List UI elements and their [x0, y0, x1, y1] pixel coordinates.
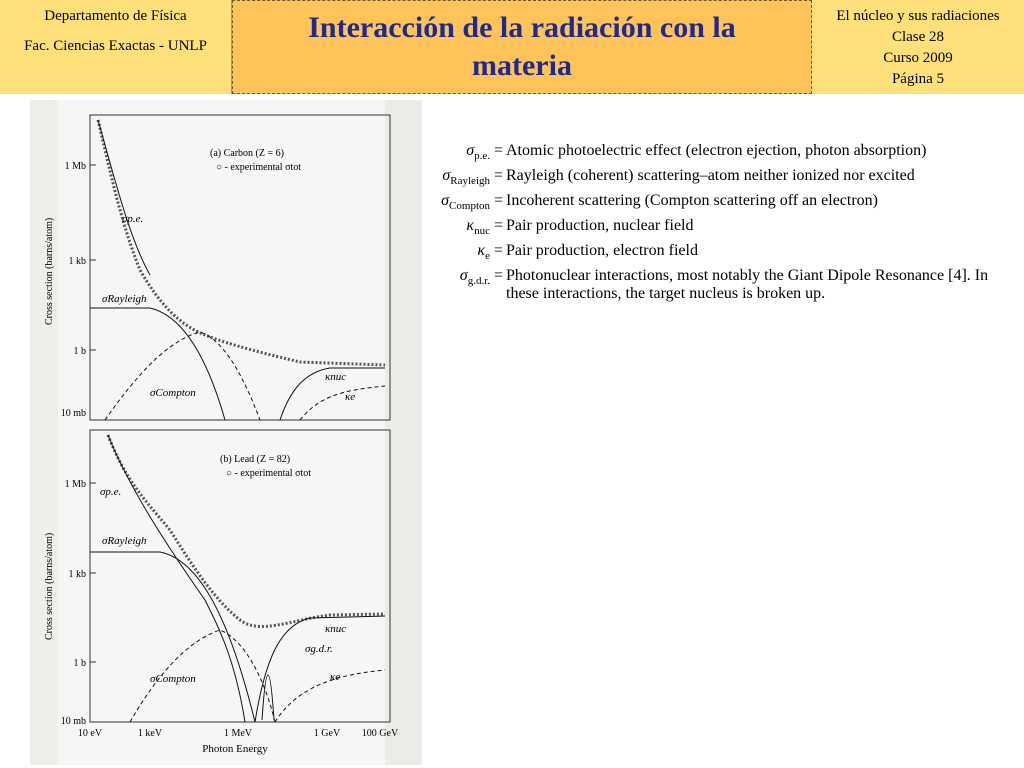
legend-row-ke	[404, 242, 1004, 267]
class-number: Clase 28	[891, 29, 945, 45]
legend-description: Rayleigh (coherent) scattering–atom neither ionized nor excited	[506, 167, 915, 184]
legend-symbol: $\sigma_{p.e.}$	[466, 142, 490, 163]
scan-margin-left	[30, 100, 58, 765]
pair-electron-curve	[300, 386, 385, 420]
label-compton: σCompton	[150, 673, 196, 685]
label-gdr: σg.d.r.	[305, 643, 333, 655]
x-tick-label: 1 MeV	[223, 728, 253, 739]
page-number: Página 5	[891, 71, 945, 87]
label-rayleigh: σRayleigh	[102, 293, 147, 305]
legend-equals: =	[494, 192, 504, 209]
panel-title: (a) Carbon (Z = 6)	[210, 148, 284, 159]
legend-row-compton	[404, 192, 1004, 217]
legend-symbol: $\sigma_{Rayleigh}$	[442, 167, 490, 188]
carbon-panel	[44, 115, 390, 420]
legend-row-rayleigh	[404, 167, 1004, 192]
label-pe: σp.e.	[100, 486, 122, 498]
page-title: Interacción de la radiación con la materia	[308, 11, 736, 82]
label-knuc: κnuc	[325, 623, 347, 635]
compton-curve	[105, 332, 260, 420]
x-tick-label: 10 eV	[77, 728, 103, 739]
legend-equals: =	[494, 242, 504, 259]
y-tick-label: 10 mb	[60, 716, 86, 727]
department-name: Departamento de Física	[44, 8, 187, 24]
legend-symbol: $\sigma_{Compton}$	[441, 192, 490, 213]
y-axis-label: Cross section (barns/atom)	[44, 217, 55, 325]
rayleigh-curve	[90, 552, 255, 722]
x-axis-label: Photon Energy	[202, 743, 268, 755]
legend-row-pe	[404, 142, 1004, 167]
legend-description: Atomic photoelectric effect (electron ejection, photon absorption)	[506, 142, 927, 159]
course-name: El núcleo y sus radiaciones	[836, 8, 1000, 24]
y-axis-label: Cross section (barns/atom)	[44, 532, 55, 640]
label-pe: σp.e.	[122, 213, 144, 225]
y-tick-label: 1 kb	[68, 569, 86, 580]
x-tick-label: 1 GeV	[313, 728, 341, 739]
legend-description: Incoherent scattering (Compton scattering off an electron)	[506, 192, 879, 209]
legend-description: Pair production, nuclear field	[506, 217, 694, 234]
rayleigh-curve	[90, 308, 225, 420]
photoelectric-curve	[98, 120, 150, 275]
label-rayleigh: σRayleigh	[102, 535, 147, 547]
course-year: Curso 2009	[883, 50, 953, 66]
header-department-box	[0, 0, 232, 94]
y-tick-label: 1 b	[73, 658, 86, 669]
cross-section-plots	[30, 100, 422, 765]
legend-equals: =	[494, 142, 504, 159]
process-legend	[404, 142, 1004, 317]
x-tick-label: 100 GeV	[361, 728, 399, 739]
header-title-box	[232, 0, 812, 94]
y-tick-label: 1 kb	[68, 256, 86, 267]
header-course-box	[812, 0, 1024, 94]
legend-symbol: $\sigma_{g.d.r.}$	[459, 267, 490, 288]
y-tick-label: 1 b	[73, 346, 86, 357]
legend-equals: =	[494, 217, 504, 234]
panel-title: (b) Lead (Z = 82)	[220, 454, 291, 465]
legend-description: Pair production, electron field	[506, 242, 698, 259]
label-compton: σCompton	[150, 387, 196, 399]
legend-row-knuc	[404, 217, 1004, 242]
lead-panel	[44, 430, 390, 727]
x-tick-label: 1 keV	[137, 728, 163, 739]
panel-legend-item: ○ - experimental σtot	[216, 162, 302, 173]
y-tick-label: 10 mb	[60, 408, 86, 419]
faculty-name: Fac. Ciencias Exactas - UNLP	[24, 38, 207, 54]
cross-section-figure	[30, 100, 422, 765]
label-ke: κe	[330, 671, 341, 683]
legend-symbol: $\kappa_e$	[477, 242, 490, 263]
label-knuc: κnuc	[325, 371, 347, 383]
legend-description: Photonuclear interactions, most notably the Giant Dipole Resonance [4]. In these interactions, the target nucleus is broken up.	[506, 267, 989, 302]
legend-symbol: $\kappa_{nuc}$	[466, 217, 490, 238]
legend-equals: =	[494, 267, 504, 284]
legend-row-gdr	[404, 267, 1004, 317]
legend-equals: =	[494, 167, 504, 184]
y-tick-label: 1 Mb	[64, 161, 86, 172]
y-tick-label: 1 Mb	[64, 479, 86, 490]
pair-nuclear-curve	[255, 616, 385, 722]
label-ke: κe	[345, 391, 356, 403]
panel-legend-item: ○ - experimental σtot	[226, 468, 312, 479]
